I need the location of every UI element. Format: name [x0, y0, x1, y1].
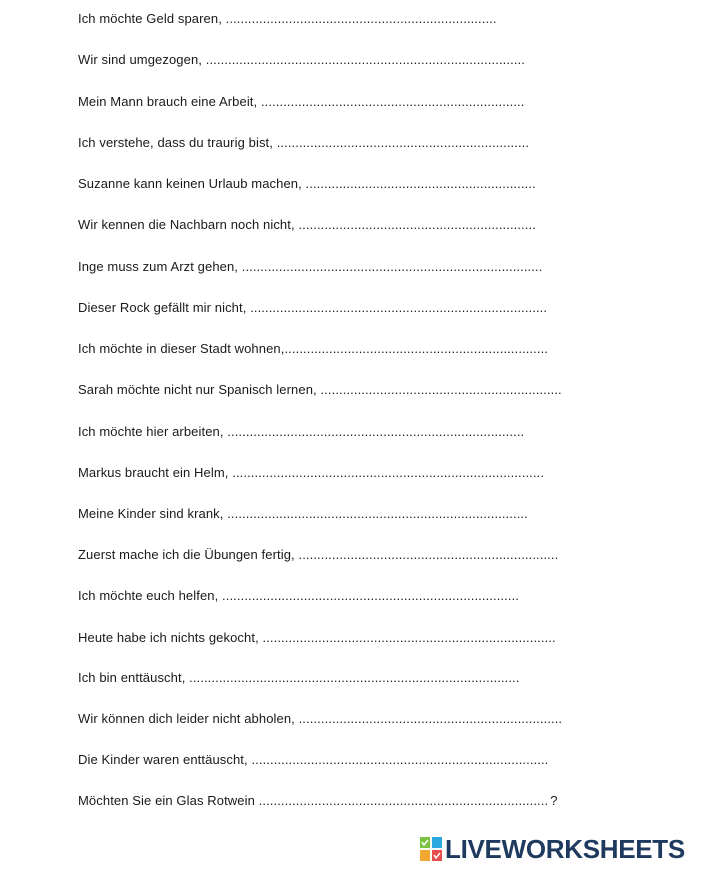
sentence-text: Ich möchte in dieser Stadt wohnen, — [78, 341, 285, 356]
answer-blank[interactable]: ................................................................................ — [222, 588, 519, 603]
sentence-row — [78, 92, 526, 112]
sentence-row — [78, 174, 538, 194]
sentence-row — [78, 133, 531, 153]
answer-blank[interactable]: ....................................................................... — [260, 94, 525, 109]
sentence-row — [78, 750, 550, 770]
liveworksheets-logo — [420, 834, 685, 864]
answer-blank[interactable]: ................................................................. — [320, 382, 562, 397]
answer-blank[interactable]: ................................................................................. — [227, 506, 528, 521]
sentence-text: Sarah möchte nicht nur Spanisch lernen, — [78, 382, 321, 397]
sentence-text: Wir kennen die Nachbarn noch nicht, — [78, 217, 299, 232]
answer-blank[interactable]: ......................................................................... — [225, 11, 497, 26]
answer-blank[interactable]: .................................................................... — [276, 135, 530, 150]
sentence-row — [78, 298, 549, 318]
sentence-row — [78, 380, 564, 400]
sentence-text: Wir sind umgezogen, — [78, 52, 206, 67]
sentence-text: Die Kinder waren enttäuscht, — [78, 752, 252, 767]
answer-blank[interactable]: .................................................................................... — [232, 465, 545, 480]
sentence-row — [78, 504, 530, 524]
sentence-row — [78, 791, 558, 811]
logo-text: LIVEWORKSHEETS — [445, 834, 685, 864]
answer-blank[interactable]: ...................................................................................... — [205, 52, 525, 67]
answer-blank[interactable]: ...................................................................... — [298, 547, 559, 562]
answer-blank[interactable]: .............................................................. — [305, 176, 536, 191]
answer-blank[interactable]: ............................................................................... — [262, 630, 556, 645]
sentence-row — [78, 586, 521, 606]
answer-blank[interactable]: ................................................................................ — [251, 752, 549, 767]
sentence-row — [78, 50, 527, 70]
sentence-text: Heute habe ich nichts gekocht, — [78, 630, 263, 645]
sentence-row — [78, 215, 538, 235]
answer-blank[interactable]: ................................................................................. — [241, 259, 543, 274]
sentence-row — [78, 668, 521, 688]
answer-blank[interactable]: ....................................................................... — [284, 341, 549, 356]
sentence-text: Ich verstehe, dass du traurig bist, — [78, 135, 277, 150]
sentence-text: Dieser Rock gefällt mir nicht, — [78, 300, 251, 315]
sentence-text: Wir können dich leider nicht abholen, — [78, 711, 299, 726]
sentence-row — [78, 9, 499, 29]
sentence-text: Zuerst mache ich die Übungen fertig, — [78, 547, 299, 562]
sentence-row — [78, 709, 564, 729]
sentence-text: Inge muss zum Arzt gehen, — [78, 259, 242, 274]
answer-blank[interactable]: ................................................................................ — [227, 424, 525, 439]
sentence-row — [78, 463, 546, 483]
sentence-text: Ich möchte hier arbeiten, — [78, 424, 228, 439]
answer-blank[interactable]: ................................................................................ — [250, 300, 548, 315]
sentence-text: Ich möchte euch helfen, — [78, 588, 223, 603]
sentence-text: Mein Mann brauch eine Arbeit, — [78, 94, 261, 109]
sentence-end: ? — [550, 793, 558, 808]
sentence-text: Meine Kinder sind krank, — [78, 506, 228, 521]
answer-blank[interactable]: ....................................................................... — [298, 711, 563, 726]
sentence-row — [78, 422, 526, 442]
sentence-row — [78, 257, 544, 277]
sentence-row — [78, 339, 550, 359]
sentence-text: Markus braucht ein Helm, — [78, 465, 233, 480]
sentence-text: Ich bin enttäuscht, — [78, 670, 190, 685]
sentence-text: Möchten Sie ein Glas Rotwein — [78, 793, 259, 808]
answer-blank[interactable]: ................................................................ — [298, 217, 536, 232]
liveworksheets-logo-icon — [420, 837, 442, 861]
answer-blank[interactable]: .............................................................................. — [258, 793, 549, 808]
answer-blank[interactable]: ......................................................................................... — [189, 670, 520, 685]
sentence-row — [78, 545, 560, 565]
sentence-row — [78, 628, 558, 648]
sentence-text: Suzanne kann keinen Urlaub machen, — [78, 176, 306, 191]
sentence-text: Ich möchte Geld sparen, — [78, 11, 226, 26]
